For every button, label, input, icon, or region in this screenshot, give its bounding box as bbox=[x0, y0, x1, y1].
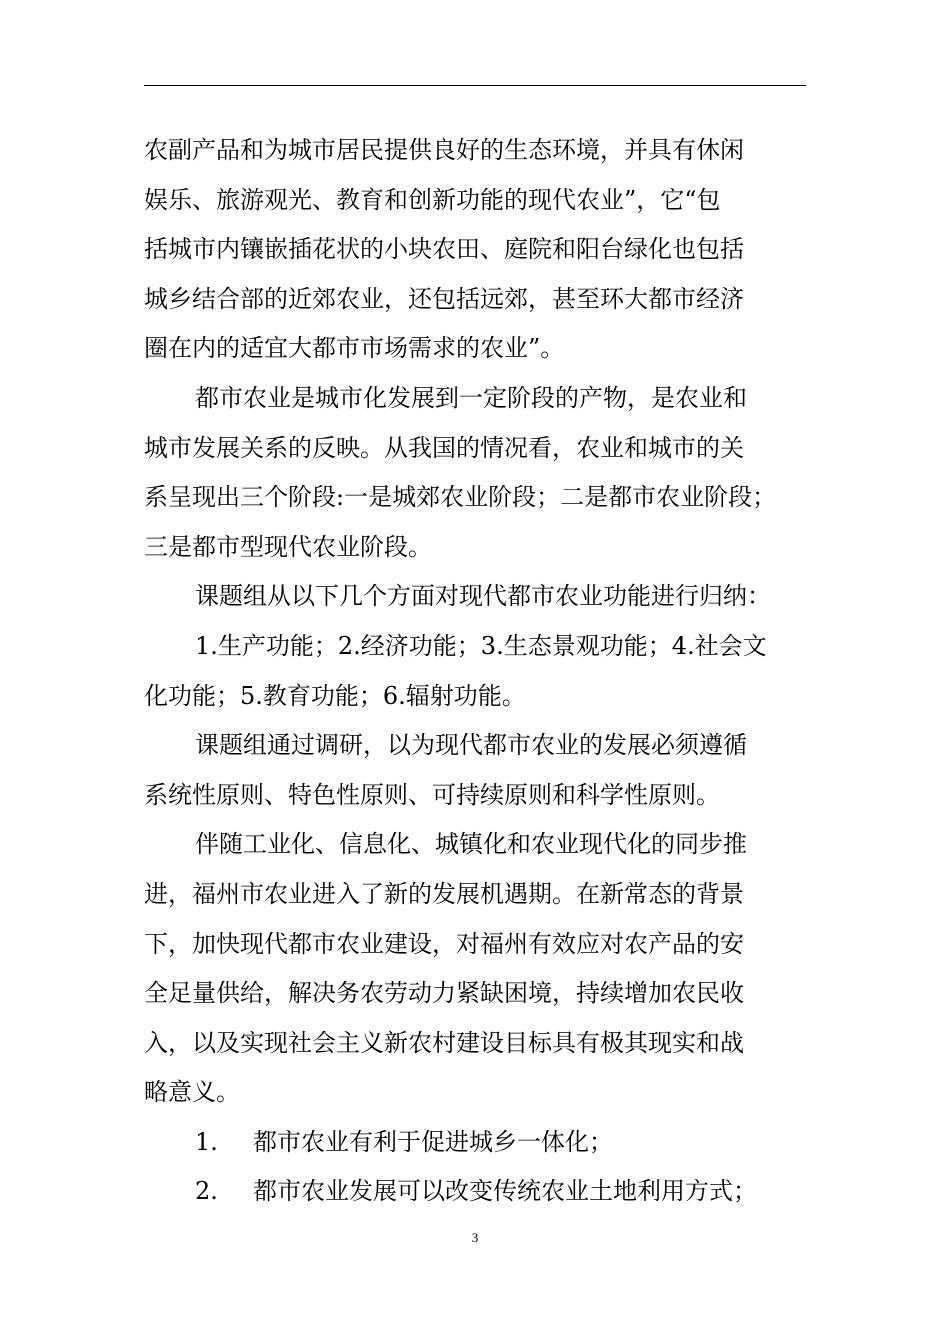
text-line: 娱乐、旅游观光、教育和创新功能的现代农业”，它“包 bbox=[144, 185, 721, 214]
text-line: 系呈现出三个阶段:一是城郊农业阶段；二是都市农业阶段； bbox=[144, 483, 777, 512]
list-item bbox=[144, 1167, 816, 1217]
paragraph-first-line: 课题组从以下几个方面对现代都市农业功能进行归纳： bbox=[195, 582, 771, 611]
text-line: 圈在内的适宜大都市市场需求的农业”。 bbox=[144, 334, 565, 363]
list-number: 1. bbox=[195, 1127, 218, 1156]
paragraph-first-line: 1.生产功能；2.经济功能；3.生态景观功能；4.社会文 bbox=[195, 631, 767, 660]
text-line: 城市发展关系的反映。从我国的情况看，农业和城市的关 bbox=[144, 433, 744, 462]
header-rule bbox=[144, 85, 806, 86]
text-line: 三是都市型现代农业阶段。 bbox=[144, 532, 432, 561]
text-line: 农副产品和为城市居民提供良好的生态环境，并具有休闲 bbox=[144, 136, 744, 164]
text-line: 略意义。 bbox=[144, 1078, 240, 1107]
text-line: 括城市内镶嵌插花状的小块农田、庭院和阳台绿化也包括 bbox=[144, 235, 744, 264]
list-text: 都市农业发展可以改变传统农业土地利用方式； bbox=[253, 1177, 757, 1206]
list-number: 2. bbox=[195, 1177, 218, 1206]
paragraph-first-line: 伴随工业化、信息化、城镇化和农业现代化的同步推 bbox=[195, 830, 747, 859]
text-line: 全足量供给，解决务农劳动力紧缺困境，持续增加农民收 bbox=[144, 979, 744, 1008]
paragraph-first-line: 都市农业是城市化发展到一定阶段的产物，是农业和 bbox=[195, 383, 747, 412]
text-line: 化功能；5.教育功能；6.辐射功能。 bbox=[144, 681, 526, 710]
paragraph-first-line: 课题组通过调研，以为现代都市农业的发展必须遵循 bbox=[195, 731, 747, 760]
text-line: 城乡结合部的近郊农业，还包括远郊，甚至环大都市经济 bbox=[144, 284, 744, 313]
text-line: 系统性原则、特色性原则、可持续原则和科学性原则。 bbox=[144, 780, 720, 809]
page-number: 3 bbox=[471, 1230, 479, 1245]
text-line: 入，以及实现社会主义新农村建设目标具有极其现实和战 bbox=[144, 1028, 744, 1057]
text-line: 进，福州市农业进入了新的发展机遇期。在新常态的背景 bbox=[144, 879, 744, 908]
document-body bbox=[144, 126, 816, 1217]
text-line: 下，加快现代都市农业建设，对福州有效应对农产品的安 bbox=[144, 929, 744, 958]
list-item bbox=[144, 1118, 816, 1168]
list-text: 都市农业有利于促进城乡一体化； bbox=[253, 1127, 613, 1156]
